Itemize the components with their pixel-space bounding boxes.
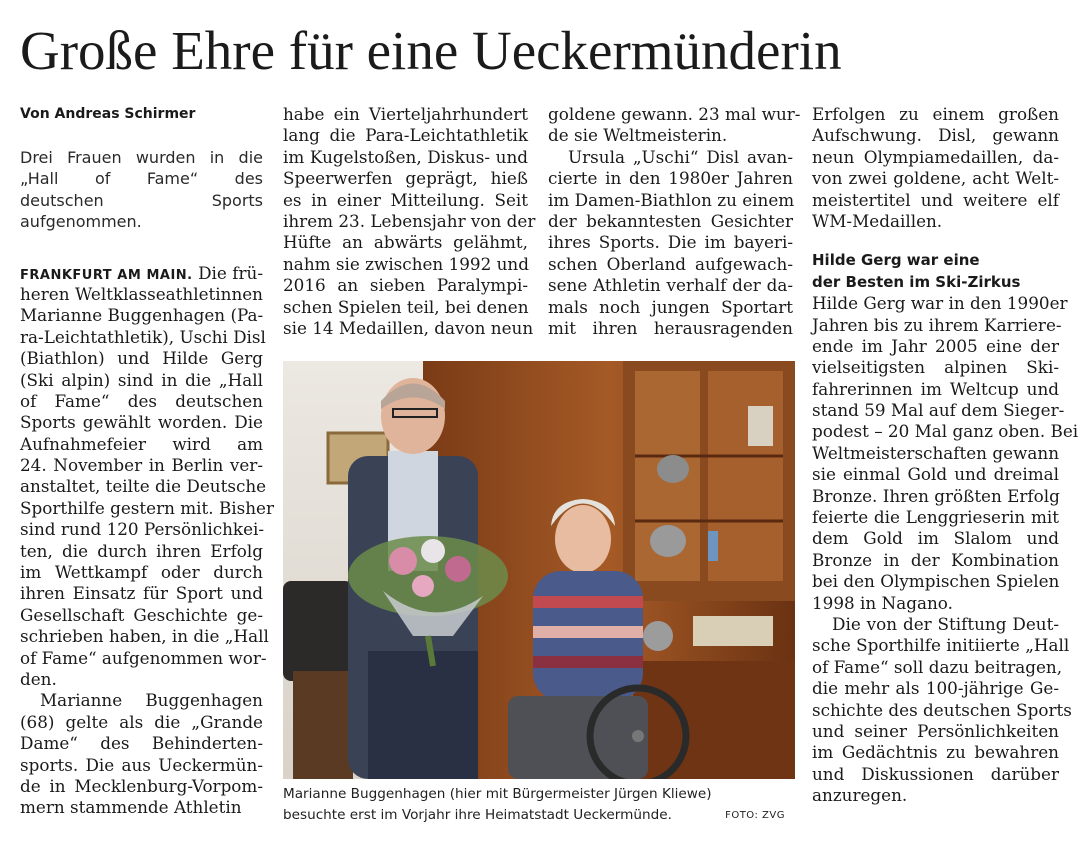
text-line: sche Sporthilfe initiierte „Hall [812,635,1070,656]
text-line: ende im Jahr 2005 eine der [812,335,1059,356]
text-line: lang die Para-Leichtathletik [283,125,528,146]
text-line: Drei Frauen wurden in die [20,148,263,167]
text-line: „Hall of Fame“ des [20,169,263,189]
text-line: der bekanntesten Gesichter [548,210,793,231]
text-line: der Besten im Ski-Zirkus [812,272,1021,291]
text-line: Weltmeisterschaften gewann [812,442,1059,463]
text-line: neun Olympiamedaillen, da- [812,146,1059,167]
paragraph-buggenhagen [20,690,263,818]
text-line: sene Athletin verhalf der da- [548,275,793,296]
text-line: of Fame“ soll dazu beitragen, [812,656,1063,677]
text-line: Die von der Stiftung Deut- [832,613,1059,634]
dateline: FRANKFURT AM MAIN. [20,267,193,283]
text-line: 2016 an sieben Paralympi- [283,275,528,296]
text-line: stand 59 Mal auf dem Sieger- [812,400,1065,421]
text-line: Sporthilfe gestern mit. Bisher [20,497,275,518]
text-line: de in Mecklenburg-Vorpom- [20,775,263,796]
text-line: schen Oberland aufgewach- [548,253,793,274]
text-line: sind rund 120 Persönlichkei- [20,519,265,540]
text-line: von zwei goldene, acht Welt- [812,168,1059,189]
byline: Von Andreas Schirmer [20,106,196,122]
text-line: Marianne Buggenhagen (Pa- [20,305,264,326]
text-line: Jahren bis zu ihrem Karriere- [812,314,1062,335]
text-line: podest – 20 Mal ganz oben. Bei [812,421,1079,442]
text-line: schen Spielen teil, bei denen [283,296,529,317]
text-line: die mehr als 100-jährige Ge- [812,678,1059,699]
text-line: sports. Die aus Ueckermün- [20,754,263,775]
paragraph-intro: FRANKFURT AM MAIN. Die frü- heren Weltklasseathletinnen Marianne Buggenhagen (Pa- ra-Leichtathletik), Uschi Disl (Biathlon) und Hilde Gerg (Ski alpin) sind in die „Hall of Fame“ des deutschen Sports gewählt worden. Die Aufnahmefeier wird am 24. November in Berlin ver- anstaltet, teilte die Deutsche Sporthilfe gestern mit. Bisher sind rund 120 Persönlichkei- ten, die durch ihren Erfolg im Wettkampf oder durch ihren Einsatz für Sport und Gesellschaft Geschichte ge- schrieben haben, in die „Hall of Fame“ aufgenommen wor- den. [20,262,275,689]
photo-credit: FOTO: ZVG [725,810,785,821]
text-line: (Biathlon) und Hilde Gerg [20,348,263,369]
text-line: vielseitigsten alpinen Ski- [812,357,1059,378]
text-line: Dame“ des Behinderten- [20,733,263,754]
text-line: im Gedächtnis zu bewahren [812,742,1059,763]
text-line: nahm sie zwischen 1992 und [283,253,529,274]
text-line: (68) gelte als die „Grande [20,711,263,732]
text-line: Gesellschaft Geschichte ge- [20,604,263,625]
text-line: dem Gold im Slalom und [812,528,1059,549]
text-line: Hilde Gerg war eine [812,251,980,270]
text-line: habe ein Vierteljahrhundert [283,104,528,124]
text-line: ra-Leichtathletik), Uschi Disl [20,326,266,347]
text-line: ten, die durch ihren Erfolg [20,540,263,561]
column-2 [283,104,536,339]
text-line: sie 14 Medaillen, davon neun [283,317,534,338]
text-line: Aufnahmefeier wird am [20,433,263,454]
text-line: mern stammende Athletin [20,797,242,818]
photo-illustration [283,361,795,779]
text-line: (Ski alpin) sind in die „Hall [20,369,263,390]
text-line: WM-Medaillen. [812,210,943,231]
article-photo [283,361,795,779]
text-line: im Wettkampf oder durch [20,562,263,583]
text-line: es in einer Mitteilung. Seit [283,189,528,210]
text-line: Bronze in der Kombination [812,549,1059,570]
text-line: im Damen-Biathlon zu einem [548,189,795,210]
text-line: den. [20,668,57,689]
text-line: Aufschwung. Disl, gewann [812,125,1059,146]
text-line: Ursula „Uschi“ Disl avan- [568,146,793,167]
text-line: Hilde Gerg war in den 1990er [812,293,1068,314]
text-line: Marianne Buggenhagen [40,690,263,711]
text-line: of Fame“ des deutschen [20,390,263,411]
caption-line-2: besuchte erst im Vorjahr ihre Heimatstadt Ueckermünde. [283,807,672,823]
text-line: ihren Einsatz für Sport und [20,583,263,604]
text-line: ihres Sports. Die im bayeri- [548,232,793,253]
text-line: fahrerinnen im Weltcup und [812,378,1059,399]
text-line: im Kugelstoßen, Diskus- und [283,146,528,167]
column-3 [548,104,801,339]
text-line: cierte in den 1980er Jahren [548,168,793,189]
text-line: Speerwerfen geprägt, hieß [283,168,528,189]
headline: Große Ehre für eine Ueckermünderin [20,20,842,81]
photo-caption [283,784,795,826]
text-line: und Diskussionen darüber [812,763,1059,784]
text-line: feierte die Lenggrieserin mit [812,507,1059,528]
text-line: anstaltet, teilte die Deutsche [20,476,267,497]
caption-line-1: Marianne Buggenhagen (hier mit Bürgermeister Jürgen Kliewe) [283,786,712,802]
text-line: und seiner Persönlichkeiten [812,720,1059,741]
text-line: deutschen Sports [20,190,263,210]
text-line: schrieben haben, in die „Hall [20,626,269,647]
teaser [20,147,263,233]
text-line: mit ihren herausragenden [548,317,793,338]
text-line: of Fame“ aufgenommen wor- [20,647,267,668]
text-line: aufgenommen. [20,212,142,232]
column-4 [812,104,1079,807]
text-line: ihrem 23. Lebensjahr von der [283,210,536,231]
text-line: Erfolgen zu einem großen [812,104,1059,124]
text-line: schichte des deutschen Sports [812,699,1072,720]
text-line: Sports gewählt worden. Die [20,412,263,433]
text-line: sie einmal Gold und dreimal [812,464,1059,485]
subhead [812,250,1059,293]
text-line: meistertitel und weitere elf [812,189,1059,210]
text-line: heren Weltklasseathletinnen [20,283,263,304]
text-line: goldene gewann. 23 mal wur- [548,104,801,124]
text-line: de sie Weltmeisterin. [548,125,728,146]
text-line: bei den Olympischen Spielen [812,571,1060,592]
text-line: mals noch jungen Sportart [548,296,793,317]
text-line: 1998 in Nagano. [812,592,953,613]
text-line: anzuregen. [812,785,908,806]
text-line: Bronze. Ihren größten Erfolg [812,485,1060,506]
text-line: Hüfte an abwärts gelähmt, [283,232,528,253]
text-line: 24. November in Berlin ver- [20,455,263,476]
column-1 [20,104,275,819]
